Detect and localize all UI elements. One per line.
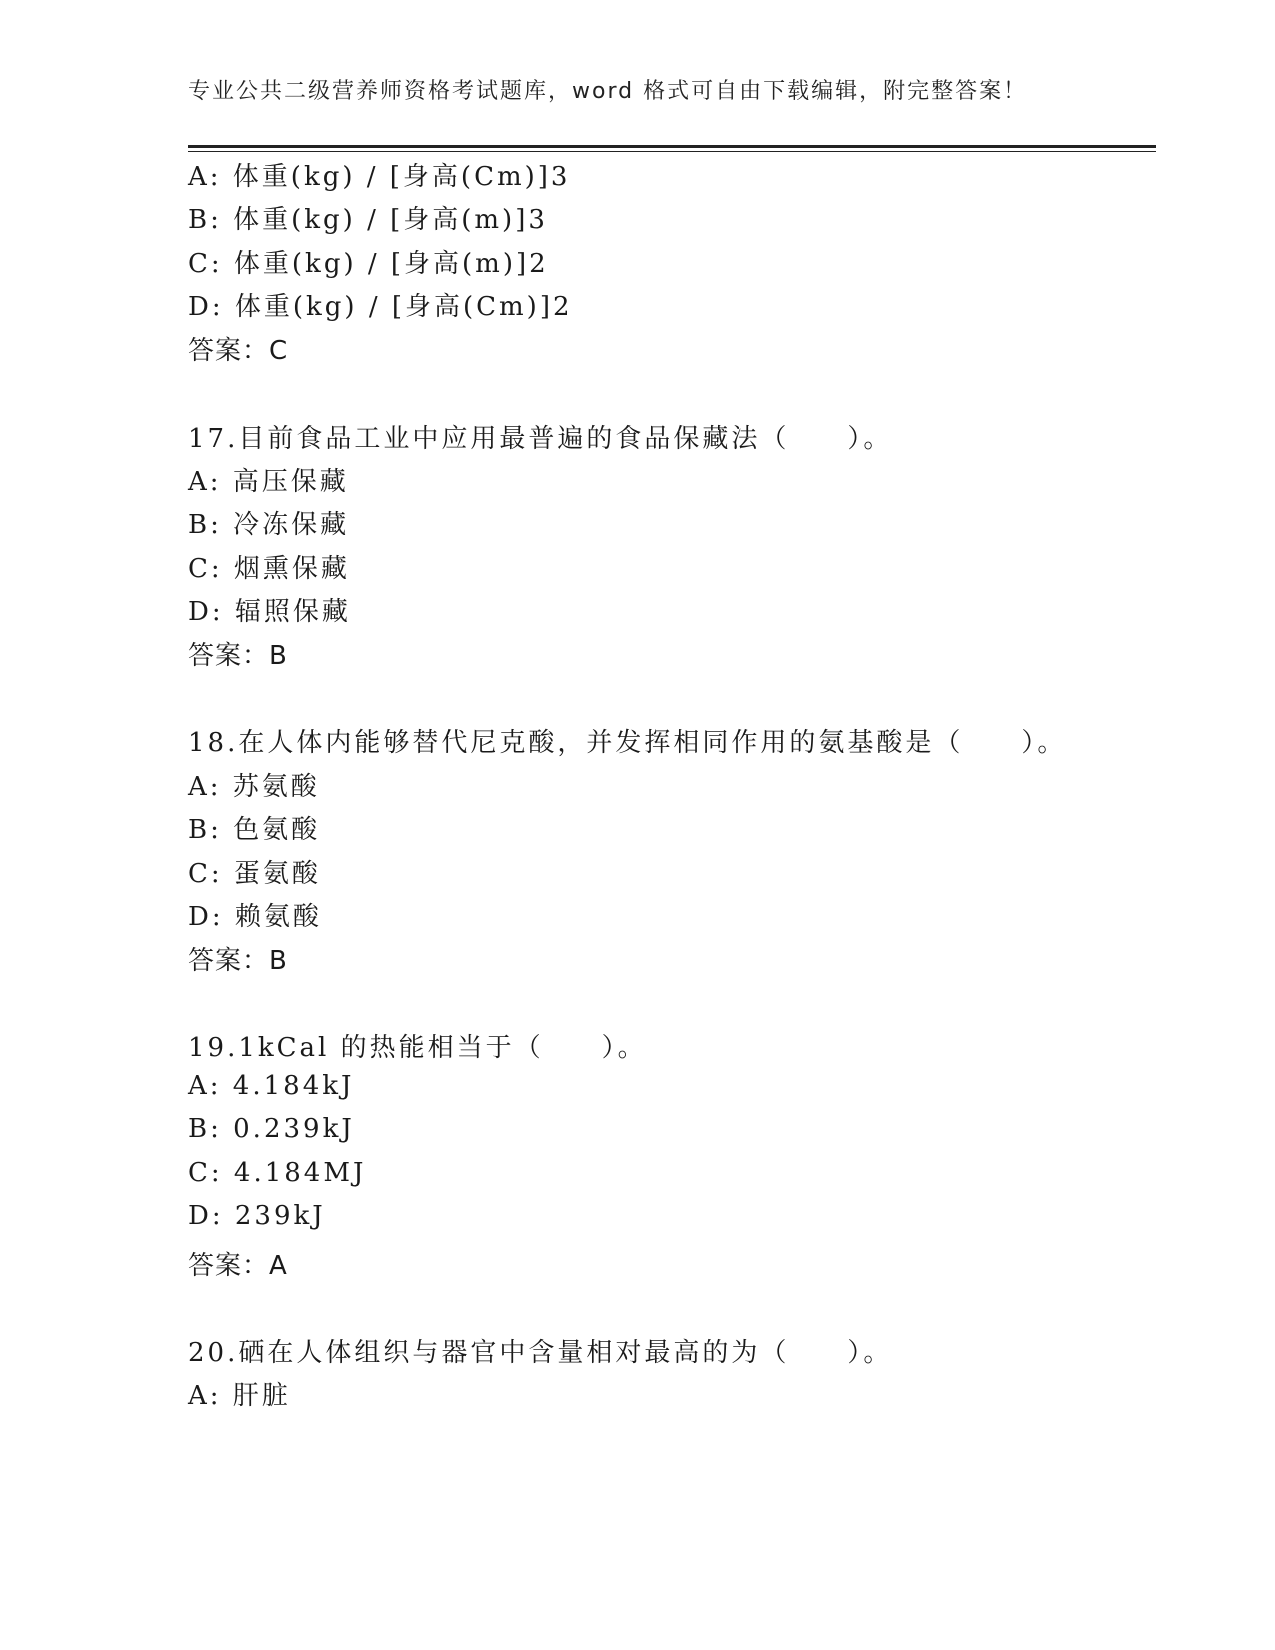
answer: 答案：A <box>188 1251 288 1281</box>
answer: 答案：B <box>188 641 288 671</box>
question-stem: 18.在人体内能够替代尼克酸，并发挥相同作用的氨基酸是（ ）。 <box>188 728 1067 758</box>
option-b: B: 冷冻保藏 <box>188 510 350 540</box>
header-rule-thick <box>188 145 1156 148</box>
option-c: C: 4.184MJ <box>188 1158 367 1188</box>
header-rule-thin <box>188 151 1156 152</box>
page-header: 专业公共二级营养师资格考试题库，word 格式可自由下载编辑，附完整答案！ <box>188 79 1028 104</box>
option-b: B: 0.239kJ <box>188 1114 355 1144</box>
question-stem: 19.1kCal 的热能相当于（ ）。 <box>188 1033 647 1063</box>
option-c: C: 体重(kg) / [身高(m)]2 <box>188 249 549 279</box>
option-d: D: 赖氨酸 <box>188 902 322 932</box>
option-a: A: 高压保藏 <box>188 467 349 497</box>
option-d: D: 239kJ <box>188 1201 326 1231</box>
option-c: C: 蛋氨酸 <box>188 859 321 889</box>
question-stem: 20.硒在人体组织与器官中含量相对最高的为（ ）。 <box>188 1338 893 1368</box>
option-d: D: 体重(kg) / [身高(Cm)]2 <box>188 292 573 322</box>
option-b: B: 体重(kg) / [身高(m)]3 <box>188 205 548 235</box>
option-a: A: 苏氨酸 <box>188 772 320 802</box>
answer: 答案：C <box>188 336 289 366</box>
option-a: A: 4.184kJ <box>188 1071 355 1101</box>
option-c: C: 烟熏保藏 <box>188 554 350 584</box>
option-a: A: 肝脏 <box>188 1381 291 1411</box>
option-a: A: 体重(kg) / [身高(Cm)]3 <box>188 162 571 192</box>
question-stem: 17.目前食品工业中应用最普遍的食品保藏法（ ）。 <box>188 424 893 454</box>
answer: 答案：B <box>188 946 288 976</box>
option-d: D: 辐照保藏 <box>188 597 351 627</box>
option-b: B: 色氨酸 <box>188 815 321 845</box>
